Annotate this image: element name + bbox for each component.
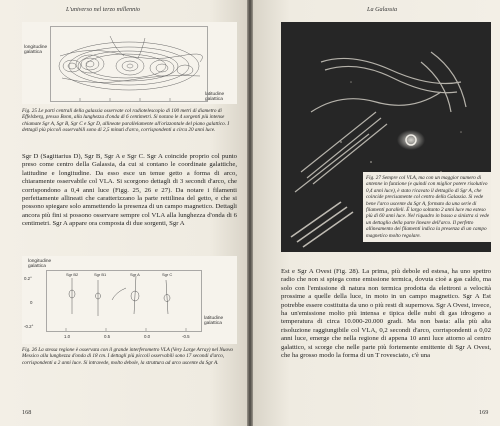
fig26-y-tick: 0: [30, 300, 33, 305]
fig25-axis-label: longitudine galattica: [24, 45, 48, 56]
fig25-contour-plot: [50, 26, 208, 102]
right-page: [253, 0, 500, 426]
fig26-plot: [46, 270, 202, 332]
body-text-right: Est e Sgr A Ovest (Fig. 28). La prima, più debole ed estesa, ha uno spettro radio che non si spiega come emissione termica, dovuta cioè a gas caldo, ma solo con l'emissione di natura non termica prodotta da elettroni a velocità prossime a quelle della luce, in moto in un campo magnetico. Sgr A Est potrebbe essere costituita da uno o più resti di supernova. Sgr A Ovest, invece, ha un'emissione molto più intensa e tipica delle nubi di gas idrogeno a temperatura di circa 10.000-20.000 gradi. Ma non basta: alla più alta risoluzione raggiungibile col VLA, 0,2 secondi d'arco, corrispondenti a 0,02 anni luce, emerge che nella regione di appena 10 anni luce attorno al centro galattico, si scorge che nelle parte più fortemente emittente di Sgr A Ovest, che ha grosso modo la forma di un T rovesciato, c'è una: [281, 268, 491, 360]
fig26-caption: Fig. 26 La stessa regione è osservata con il grande interferometro VLA (Very Large Array) nel Nuovo Messico alla lunghezza d'onda di 18 cm. I dettagli più piccoli osservabili sono 17 secondi d'arco, corrispondenti a 2 anni luce. Si intravede, molto debole, la struttura ad arco uscente da Sgr A.: [22, 347, 233, 366]
fig27-caption: Fig. 27 Sempre col VLA, ma con un maggior numero di antenne in funzione (e quindi con miglior potere risolutivo 0,4 anni luce), è stato ricavato il dettaglio di Sgr A, che coincide precisamente col centro della Galassia. Si vede bene l'arco uscente da Sgr A, formato da una serie di filamenti paralleli. È largo soltanto 2 anni luce ma esteso più di 60 anni luce. Nel riquadro in basso a sinistra si vede un dettaglio della parte lineare dell'arco. Il perfetto allineamento dei filamenti indica la presenza di un campo magnetico molto regolare.: [363, 172, 491, 242]
fig26-x-tick: 1.0: [64, 334, 71, 339]
fig26-x-tick: -0.5: [182, 334, 190, 339]
fig26-axis-label: longitudine galattica: [28, 259, 52, 270]
fig26-source-label: Sgr C: [162, 272, 173, 277]
running-head: L'universo nel terzo millennio: [66, 6, 141, 13]
fig26-source-label: Sgr B1: [94, 272, 107, 277]
fig26-source-label: Sgr A: [130, 272, 140, 277]
figure-26-vla-map: [22, 256, 237, 344]
page-number: 168: [22, 409, 32, 416]
fig26-y-tick: 0.2°: [24, 276, 32, 281]
fig25-caption: Fig. 25 Le parti centrali della galassia osservate col radiotelescopio di 100 metri di diametro di Effelsberg, presso Bonn, alla lunghezza d'onda di 6 centimetri. Si notano le 4 sorgenti più intense chiamate Sgr A, Sgr B, Sgr C e Sgr D, allineate parallelamente all'orizzontale del piano galattico. I dettagli più piccoli osservabili sono di 2,5 minuti d'arco, corrispondenti a circa 20 anni luce.: [22, 108, 230, 134]
figure-27-radio-image: [281, 22, 491, 252]
fig26-y-tick: -0.2°: [24, 324, 34, 329]
running-head: La Galassia: [367, 6, 398, 13]
fig26-axis-label-bottom: latitudine galattica: [204, 316, 224, 327]
fig25-axis-label-bottom: latitudine galattica: [205, 92, 225, 103]
fig26-x-tick: 0.0: [144, 334, 151, 339]
figure-25-contour-map: [22, 22, 237, 104]
fig26-x-tick: 0.5: [104, 334, 111, 339]
page-number: 169: [479, 409, 489, 416]
body-text-left: Sgr D (Sagittarius D), Sgr B, Sgr A e Sgr C. Sgr A coincide proprio col punto preso come centro della Galassia, da cui si contano le coordinate galattiche, latitudine e longitudine. Da esso esce un tenue getto a forma di arco, chiaramente osservabile col VLA. Si scorgono dettagli di 3 secondi d'arco, che corrispondono a 0,4 anni luce (Figg. 25, 26 e 27). Da notare i filamenti perfettamente allineati che caratterizzano la parte rettilinea del getto, e che si possono spiegare solo ammettendo la presenza di un campo magnetico. Dettagli ancora più fini si possono osservare sempre col VLA alla lunghezza d'onda di 6 centimetri. Sgr A appare ora composta di due sorgenti, Sgr A: [22, 153, 237, 228]
left-page: [0, 0, 247, 426]
fig26-source-label: Sgr B2: [66, 272, 79, 277]
